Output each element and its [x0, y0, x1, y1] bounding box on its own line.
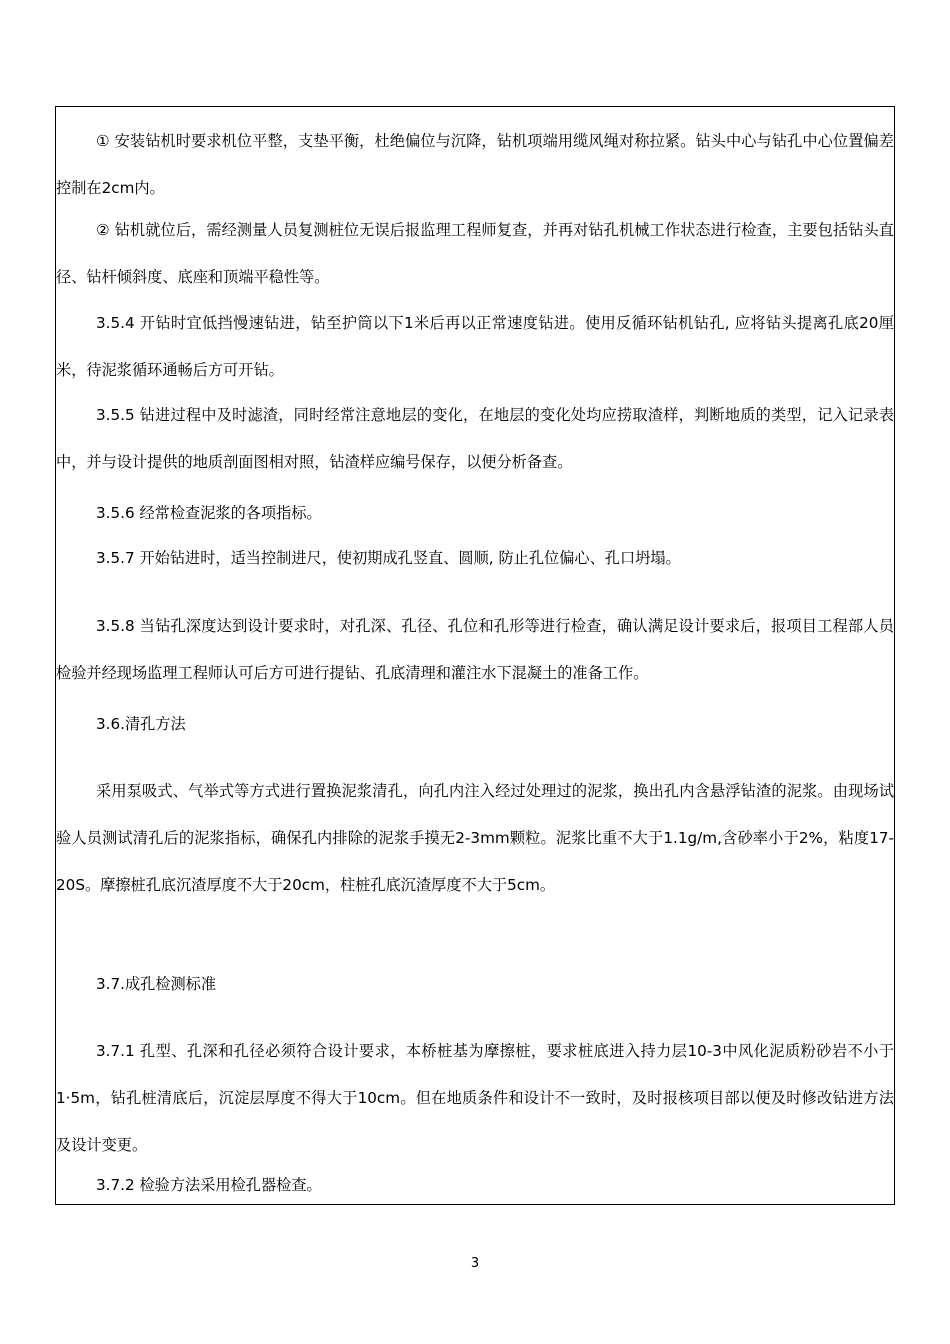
- page-number: 3: [470, 1256, 480, 1271]
- paragraph-3-7-2: 3.7.2 检验方法采用检孔器检查。: [96, 1176, 322, 1194]
- paragraph-3-5-7: 3.5.7 开始钻进时，适当控制进尺，使初期成孔竖直、圆顺, 防止孔位偏心、孔口坍塌。: [96, 549, 681, 567]
- paragraph-3-5-8: 3.5.8 当钻孔深度达到设计要求时，对孔深、孔径、孔位和孔形等进行检查，确认满足设计要求后，报项目工程部人员检验并经现场监理工程师认可后方可进行提钻、孔底清理和灌注水下混凝土的准备工作。: [56, 617, 894, 682]
- content-table-frame: [55, 106, 895, 1205]
- heading-3-7: 3.7.成孔检测标准: [96, 975, 217, 993]
- paragraph-3-5-4: 3.5.4 开钻时宜低挡慢速钻进，钻至护筒以下1米后再以正常速度钻进。使用反循环钻机钻孔, 应将钻头提离孔底20厘米，待泥浆循环通畅后方可开钻。: [56, 314, 894, 379]
- heading-3-6: 3.6.清孔方法: [96, 715, 186, 733]
- paragraph-install-drill: ① 安装钻机时要求机位平整，支垫平衡，杜绝偏位与沉降，钻机项端用缆风绳对称拉紧。钻头中心与钻孔中心位置偏差控制在2cm内。: [56, 132, 894, 197]
- paragraph-3-5-6: 3.5.6 经常检查泥浆的各项指标。: [96, 504, 322, 522]
- paragraph-3-7-1: 3.7.1 孔型、孔深和孔径必须符合设计要求，本桥桩基为摩擦桩，要求桩底进入持力层10-3中风化泥质粉砂岩不小于1·5m，钻孔桩清底后，沉淀层厚度不得大于10cm。但在地质条件和设计不一致时，及时报核项目部以便及时修改钻进方法及设计变更。: [56, 1042, 894, 1154]
- paragraph-cleaning-method: 采用泵吸式、气举式等方式进行置换泥浆清孔，向孔内注入经过处理过的泥浆，换出孔内含悬浮钻渣的泥浆。由现场试验人员测试清孔后的泥浆指标，确保孔内排除的泥浆手摸无2-3mm颗粒。泥浆比重不大于1.1g/m,含砂率小于2%，粘度17-20S。摩擦桩孔底沉渣厚度不大于20cm，柱桩孔底沉渣厚度不大于5cm。: [56, 782, 894, 894]
- paragraph-3-5-5: 3.5.5 钻进过程中及时滤渣，同时经常注意地层的变化，在地层的变化处均应捞取渣样，判断地质的类型，记入记录表中，并与设计提供的地质剖面图相对照，钻渣样应编号保存，以便分析备查。: [56, 406, 894, 471]
- paragraph-drill-positioning: ② 钻机就位后，需经测量人员复测桩位无误后报监理工程师复查，并再对钻孔机械工作状态进行检查，主要包括钻头直径、钻杆倾斜度、底座和顶端平稳性等。: [56, 221, 894, 286]
